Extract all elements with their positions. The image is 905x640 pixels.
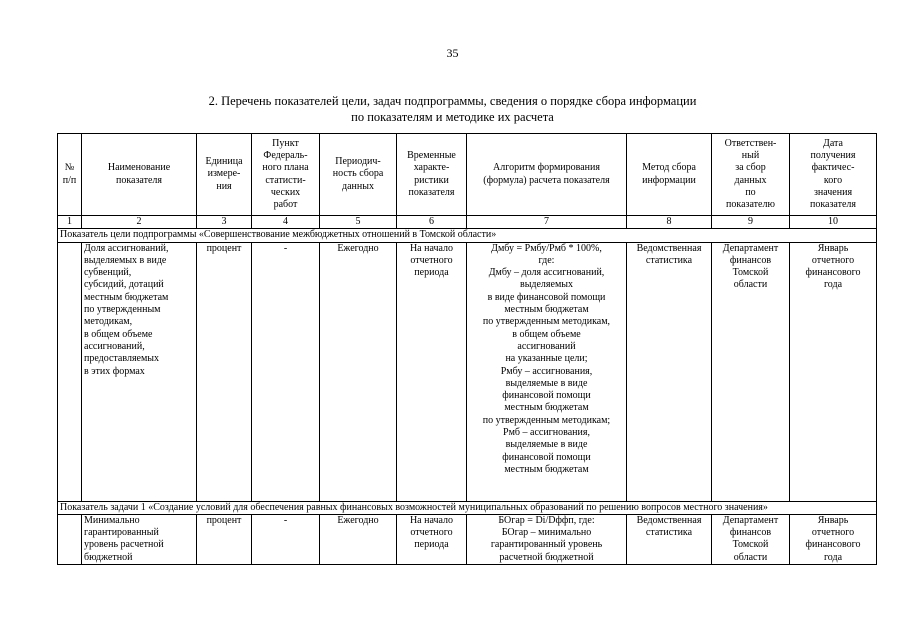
section-heading-row [58,501,877,514]
cell-line: На начало [409,514,454,526]
cell-line: отчетного [410,254,453,266]
cell-line: по утвержденным методикам, [482,316,611,328]
cell-line: Департамент [722,242,779,254]
cell-line: где: [538,254,555,266]
column-number: 10 [790,216,877,229]
cell-line: гарантированный [84,527,159,539]
column-number: 9 [712,216,790,229]
cell-line: года [823,551,843,563]
indicators-table [57,133,877,565]
cell-line: субвенций, [84,267,132,279]
cell-line: области [733,279,768,291]
cell-line: Департамент [722,514,779,526]
cell-line: финансового [805,539,861,551]
header-line: показателя [809,199,857,211]
cell-line: выделяемые в виде [505,377,588,389]
header-line: Федераль- [263,149,308,161]
table-row [58,514,877,564]
column-number: 4 [252,216,320,229]
cell-fed-plan: - [252,514,320,564]
header-periodicity [320,134,397,216]
cell-line: Январь [817,242,849,254]
header-line: Ответствен- [724,137,777,149]
header-line: Временные [407,149,456,161]
cell-line: отчетного [811,527,855,539]
cell-num [58,242,82,501]
cell-time-chars [397,242,467,501]
cell-line: гарантированный уровень [490,539,603,551]
cell-line: ассигнований, [84,340,145,352]
cell-line: БОгар – минимально [501,527,592,539]
cell-algorithm [467,242,627,501]
cell-line: по утвержденным [84,304,161,316]
section-heading-row [58,229,877,242]
page-number: 35 [446,46,459,60]
header-date [790,134,877,216]
cell-algorithm [467,514,627,564]
column-number: 1 [58,216,82,229]
cell-line: Минимально [84,514,140,526]
cell-date [790,242,877,501]
header-line: Алгоритм формирования [493,162,600,174]
header-line: значения [813,186,853,198]
header-line: показателю [726,199,775,211]
header-line: показателя [408,186,455,198]
cell-num [58,514,82,564]
cell-responsible [712,242,790,501]
cell-method [627,242,712,501]
header-line: данных [734,174,767,186]
header-line: за сбор [735,162,766,174]
header-line: информации [642,174,696,186]
cell-responsible [712,514,790,564]
cell-line: статистика [645,527,693,539]
header-line: (формула) расчета показателя [483,174,610,186]
cell-line: финансового [805,267,861,279]
document-title [100,93,805,125]
column-numbers-row [58,216,877,229]
header-line: ного плана [262,162,309,174]
header-row [58,134,877,216]
cell-line: года [823,279,843,291]
cell-periodicity: Ежегодно [320,514,397,564]
table-row [58,242,877,501]
cell-line: финансов [729,527,772,539]
header-algorithm [467,134,627,216]
cell-line: Рмб – ассигнования, [503,427,590,439]
cell-line: в этих формах [84,365,145,377]
cell-line: Томской [732,267,769,279]
header-line: ристики [414,174,449,186]
column-number: 5 [320,216,397,229]
cell-line: ассигнований [517,340,576,352]
cell-line: методикам, [84,316,133,328]
cell-unit: процент [197,514,252,564]
header-line: характе- [413,162,450,174]
header-line: работ [273,199,298,211]
cell-line: Ведомственная [636,514,702,526]
cell-method [627,514,712,564]
cell-date [790,514,877,564]
cell-line: выделяемых [519,279,574,291]
cell-unit: процент [197,242,252,501]
column-number: 6 [397,216,467,229]
cell-line: местным бюджетам [84,291,169,303]
header-line: Метод сбора [642,162,696,174]
cell-line: выделяемые в виде [505,439,588,451]
header-line: получения [810,149,856,161]
header-line: ния [216,180,232,192]
cell-line: Томской [732,539,769,551]
cell-line: местным бюджетам [504,463,589,475]
header-line: ный [741,149,760,161]
cell-line: Рмбу – ассигнования, [500,365,593,377]
header-time-chars [397,134,467,216]
header-line: по [745,186,756,198]
cell-periodicity: Ежегодно [320,242,397,501]
cell-line: Ведомственная [636,242,702,254]
header-fed-plan [252,134,320,216]
section-heading: Показатель цели подпрограммы «Совершенствование межбюджетных отношений в Томской области» [58,229,877,242]
cell-line: Дмбу = Рмбу/Рмб * 100%, [491,242,602,254]
cell-time-chars [397,514,467,564]
header-line: данных [342,180,374,192]
cell-line: Январь [817,514,849,526]
cell-name [82,514,197,564]
column-number: 7 [467,216,627,229]
section-heading: Показатель задачи 1 «Создание условий для обеспечения равных финансовых возможностей муниципальных образований по решению вопросов местного значения» [58,501,877,514]
header-line: ность сбора [332,168,384,180]
cell-line: субсидий, дотаций [84,279,164,291]
cell-line: статистика [645,254,693,266]
cell-line: отчетного [811,254,855,266]
header-line: показателя [115,174,163,186]
cell-line: периода [414,539,449,551]
header-line: Единица [205,156,243,168]
title-line: 2. Перечень показателей цели, задач подпрограммы, сведения о порядке сбора информации [208,94,697,108]
cell-line: периода [414,267,449,279]
column-number: 8 [627,216,712,229]
header-line: п/п [62,174,77,186]
title-line: по показателям и методике их расчета [351,110,554,124]
cell-line: Доля ассигнований, [84,242,169,254]
cell-line: финансов [729,254,772,266]
cell-line: в общем объеме [512,328,581,340]
header-line: Дата [823,137,843,149]
cell-line: расчетной бюджетной [499,551,594,563]
cell-line: БОгар = Di/Dффп, где: [498,514,595,526]
cell-line: в виде финансовой помощи [487,291,606,303]
header-name [82,134,197,216]
cell-line: в общем объеме [84,328,153,340]
cell-line: предоставляемых [84,353,160,365]
cell-line: по утвержденным методикам; [482,414,611,426]
cell-line: финансовой помощи [502,390,591,402]
cell-line: области [733,551,768,563]
cell-fed-plan: - [252,242,320,501]
header-line: № [64,162,75,174]
cell-line: на указанные цели; [505,353,588,365]
header-unit [197,134,252,216]
header-line: измере- [207,168,241,180]
header-line: статисти- [265,174,306,186]
header-line: Наименование [107,162,171,174]
header-num [58,134,82,216]
header-line: Пункт [272,137,299,149]
cell-line: выделяемых в виде [84,254,167,266]
column-number: 2 [82,216,197,229]
cell-line: уровень расчетной [84,539,164,551]
cell-line: бюджетной [84,551,133,563]
cell-line: На начало [409,242,454,254]
header-line: кого [823,174,843,186]
header-line: Периодич- [335,156,381,168]
cell-line: местным бюджетам [504,304,589,316]
header-responsible [712,134,790,216]
header-line: фактичес- [811,162,855,174]
header-line: ческих [270,186,301,198]
cell-line: местным бюджетам [504,402,589,414]
column-number: 3 [197,216,252,229]
cell-line: отчетного [410,527,453,539]
header-method [627,134,712,216]
cell-line: финансовой помощи [502,451,591,463]
cell-name [82,242,197,501]
cell-line: Дмбу – доля ассигнований, [488,267,605,279]
